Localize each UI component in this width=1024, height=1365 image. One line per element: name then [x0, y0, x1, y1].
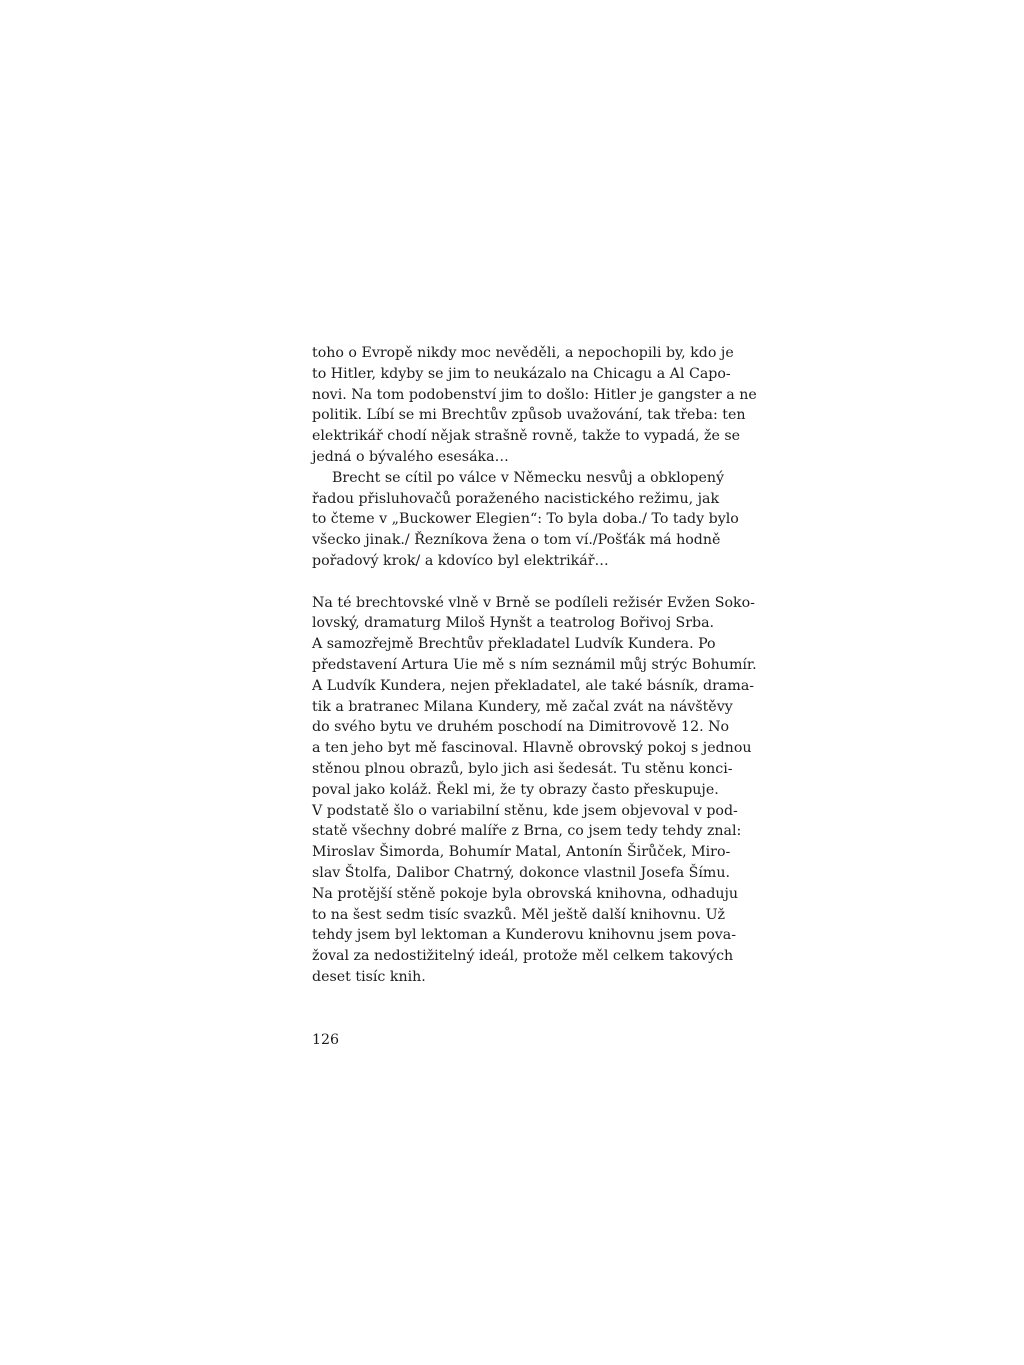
text-line: V podstatě šlo o variabilní stěnu, kde jsem objevoval v pod- [312, 802, 738, 819]
text-line: pořadový krok/ a kdovíco byl elektrikář… [312, 552, 609, 569]
text-line: statě všechny dobré malíře z Brna, co jsem tedy tehdy znal: [312, 823, 742, 840]
text-line: A samozřejmě Brechtův překladatel Ludvík Kundera. Po [312, 636, 716, 653]
text-line: tehdy jsem byl lektoman a Kunderovu knihovnu jsem pova- [312, 927, 737, 944]
text-line: lovský, dramaturg Miloš Hynšt a teatrolog Bořivoj Srba. [312, 615, 715, 632]
text-line: deset tisíc knih. [312, 968, 426, 985]
text-line: Na té brechtovské vlně v Brně se podíleli režisér Evžen Soko- [312, 594, 755, 611]
text-line: stěnou plnou obrazů, bylo jich asi šedesát. Tu stěnu konci- [312, 760, 733, 777]
text-line: to čteme v „Buckower Elegien“: To byla doba./ To tady bylo [312, 511, 739, 528]
text-line: politik. Líbí se mi Brechtův způsob uvažování, tak třeba: ten [312, 407, 746, 424]
section-break [312, 572, 704, 593]
text-line: Na protější stěně pokoje byla obrovská knihovna, odhaduju [312, 885, 739, 902]
text-line: řadou přisluhovačů poraženého nacistického režimu, jak [312, 490, 720, 507]
text-line: A Ludvík Kundera, nejen překladatel, ale také básník, drama- [312, 677, 755, 694]
paragraph-1 [312, 343, 757, 468]
text-line: to Hitler, kdyby se jim to neukázalo na Chicagu a Al Capo- [312, 365, 731, 382]
text-line: to na šest sedm tisíc svazků. Měl ještě další knihovnu. Už [312, 906, 725, 923]
text-line: představení Artura Uie mě s ním seznámil můj strýc Bohumír. [312, 656, 757, 673]
text-line: toho o Evropě nikdy moc nevěděli, a nepochopili by, kdo je [312, 345, 734, 361]
body-text [312, 343, 757, 988]
text-line: Miroslav Šimorda, Bohumír Matal, Antonín Širůček, Miro- [312, 844, 731, 861]
text-line: a ten jeho byt mě fascinoval. Hlavně obrovský pokoj s jednou [312, 740, 752, 757]
text-line: novi. Na tom podobenství jim to došlo: Hitler je gangster a ne [312, 386, 757, 403]
paragraph-2 [312, 468, 739, 572]
paragraph-3 [312, 593, 757, 988]
text-line: slav Štolfa, Dalibor Chatrný, dokonce vlastnil Josefa Šímu. [312, 864, 731, 881]
text-line: jedná o bývalého esesáka… [312, 448, 509, 465]
text-line: Brecht se cítil po válce v Německu nesvůj a obklopený [332, 469, 724, 486]
text-line: elektrikář chodí nějak strašně rovně, takže to vypadá, že se [312, 428, 741, 445]
text-line: všecko jinak./ Řezníkova žena o tom ví./Pošťák má hodně [312, 532, 721, 549]
page-number: 126 [312, 1032, 340, 1048]
text-line: do svého bytu ve druhém poschodí na Dimitrovově 12. No [312, 719, 730, 736]
text-line: poval jako koláž. Řekl mi, že ty obrazy často přeskupuje. [312, 781, 719, 798]
text-line: tik a bratranec Milana Kundery, mě začal zvát na návštěvy [312, 698, 733, 715]
text-line: žoval za nedostižitelný ideál, protože měl celkem takových [312, 948, 734, 965]
